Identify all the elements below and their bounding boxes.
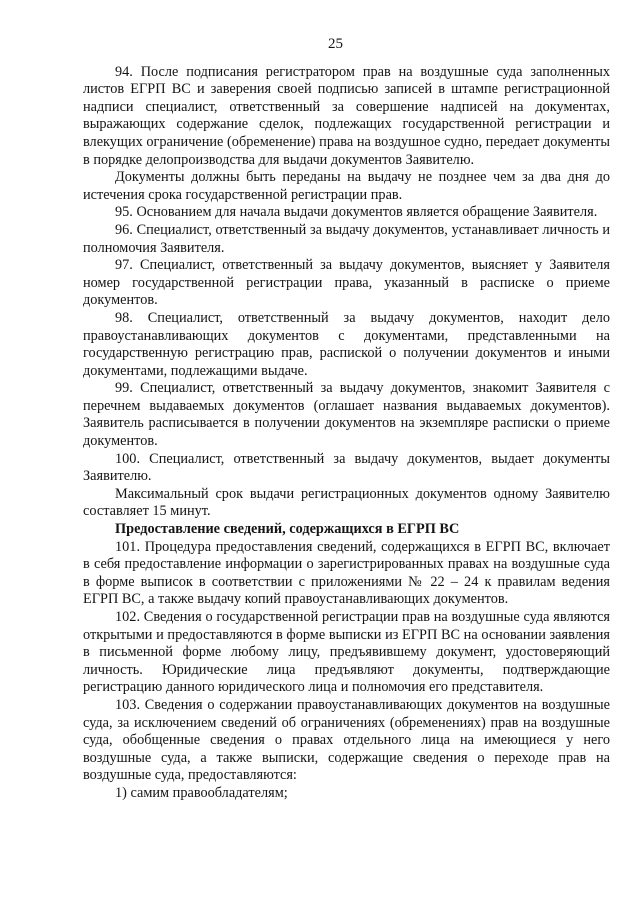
paragraph-96: 96. Специалист, ответственный за выдачу документов, устанавливает личность и полномочия Заявителя. <box>83 221 610 256</box>
paragraph-documents-transfer: Документы должны быть переданы на выдачу не позднее чем за два дня до истечения срока государственной регистрации прав. <box>83 169 610 203</box>
paragraph-101: 101. Процедура предоставления сведений, содержащихся в ЕГРП ВС, включает в себя предоставление информации о зарегистрированных правах на воздушные суда в форме выписок в соответствии с приложениями № 22 – 24 к правилам ведения ЕГРП ВС, а также выдачу копий правоустанавливающих документов. <box>83 538 610 608</box>
paragraph-102: 102. Сведения о государственной регистрации прав на воздушные суда являются открытыми и предоставляются в форме выписки из ЕГРП ВС на основании заявления в письменной форме любому лицу, предъявившему документ, удостоверяющий личность. Юридические лица предъявляют документы, подтверждающие регистрацию данного юридического лица и полномочия его представителя. <box>83 609 610 696</box>
paragraph-95: 95. Основанием для начала выдачи документов является обращение Заявителя. <box>115 204 598 221</box>
section-heading: Предоставление сведений, содержащихся в ЕГРП ВС <box>115 521 460 538</box>
paragraph-94: 94. После подписания регистратором прав на воздушные суда заполненных листов ЕГРП ВС и заверения своей подписью записей в штампе регистрационной надписи специалист, ответственный за совершение надписей на документах, выражающих содержание сделок, подлежащих государственной регистрации и влекущих ограничение (обременение) права на воздушное судно, передает документы в порядке делопроизводства для выдачи документов Заявителю. <box>83 63 610 168</box>
paragraph-103: 103. Сведения о содержании правоустанавливающих документов на воздушные суда, за исключением сведений об ограничениях (обременениях) прав на воздушные суда, обобщенные сведения о правах отдельного лица на имеющиеся у него воздушные суда, а также выписки, содержащие сведения о переходе прав на воздушные суда, предоставляются: <box>83 696 610 784</box>
list-item-1: 1) самим правообладателям; <box>115 784 288 801</box>
paragraph-98: 98. Специалист, ответственный за выдачу документов, находит дело правоустанавливающих документов с документами, представленными на государственную регистрацию прав, распиской о получении документов и иными документами, подлежащими выдаче. <box>83 309 610 379</box>
page-number: 25 <box>328 36 343 52</box>
paragraph-100: 100. Специалист, ответственный за выдачу документов, выдает документы Заявителю. <box>83 450 610 485</box>
paragraph-max-time: Максимальный срок выдачи регистрационных документов одному Заявителю составляет 15 минут. <box>83 485 610 520</box>
paragraph-99: 99. Специалист, ответственный за выдачу документов, знакомит Заявителя с перечнем выдаваемых документов (оглашает названия выдаваемых документов). Заявитель расписывается в получении документов на экземпляре расписки о приеме документов. <box>83 380 610 450</box>
paragraph-97: 97. Специалист, ответственный за выдачу документов, выясняет у Заявителя номер государственной регистрации права, указанный в расписке о приеме документов. <box>83 257 610 309</box>
